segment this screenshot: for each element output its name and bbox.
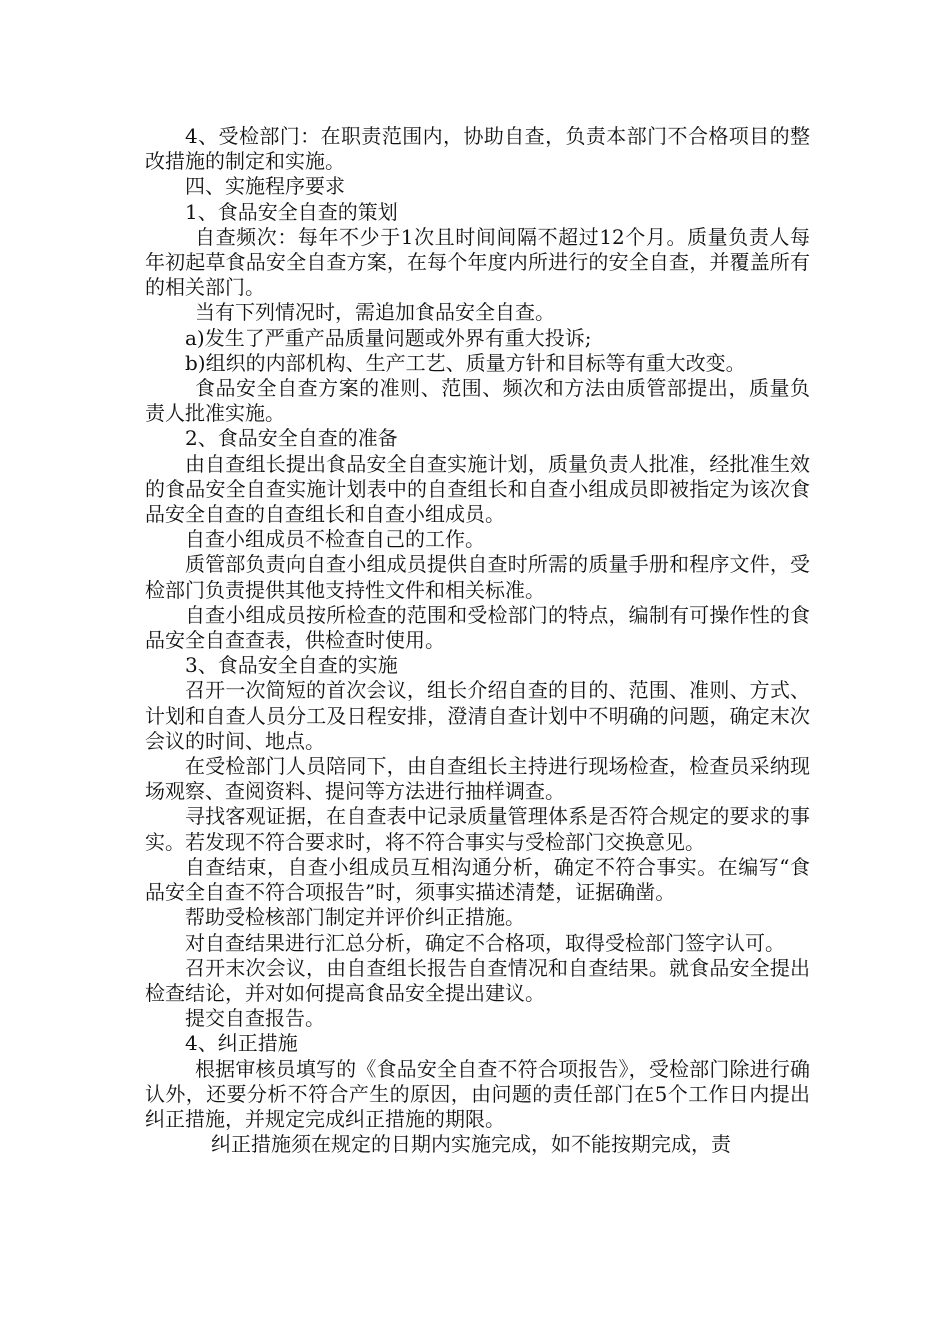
- paragraph-inspected-dept-duty: 4、受检部门：在职责范围内，协助自查，负责本部门不合格项目的整改措施的制定和实施。: [145, 124, 810, 174]
- paragraph-plan-criteria: 食品安全自查方案的准则、范围、频次和方法由质管部提出，质量负责人批准实施。: [145, 376, 810, 426]
- section-heading-implementation: 四、实施程序要求: [185, 174, 345, 199]
- paragraph-corrective-report: 根据审核员填写的《食品安全自查不符合项报告》，受检部门除进行确认外，还要分析不符合产生的原因，由问题的责任部门在5个工作日内提出纠正措施，并规定完成纠正措施的期限。: [145, 1056, 810, 1131]
- paragraph-summary-analysis: 对自查结果进行汇总分析，确定不合格项，取得受检部门签字认可。: [185, 930, 785, 955]
- paragraph-plan-approval: 由自查组长提出食品安全自查实施计划，质量负责人批准，经批准生效的食品安全自查实施计划表中的自查组长和自查小组成员即被指定为该次食品安全自查的自查组长和自查小组成员。: [145, 451, 810, 527]
- list-item-b: b)组织的内部机构、生产工艺、质量方针和目标等有重大改变。: [185, 350, 746, 375]
- paragraph-frequency: 自查频次：每年不少于1次且时间间隔不超过12个月。质量负责人每年初起草食品安全自查方案，在每个年度内所进行的安全自查，并覆盖所有的相关部门。: [145, 224, 810, 300]
- paragraph-final-meeting: 召开末次会议，由自查组长报告自查情况和自查结果。就食品安全提出检查结论，并对如何提高食品安全提出建议。: [145, 955, 810, 1005]
- paragraph-conclusion: 自查结束，自查小组成员互相沟通分析，确定不符合事实。在编写“食品安全自查不符合项报告”时，须事实描述清楚，证据确凿。: [145, 854, 810, 905]
- paragraph-evidence: 寻找客观证据，在自查表中记录质量管理体系是否符合规定的要求的事实。若发现不符合要求时，将不符合事实与受检部门交换意见。: [145, 804, 810, 854]
- paragraph-corrective-deadline: 纠正措施须在规定的日期内实施完成，如不能按期完成，责: [211, 1132, 731, 1157]
- subheading-corrective-actions: 4、纠正措施: [185, 1031, 298, 1056]
- paragraph-no-self-check: 自查小组成员不检查自己的工作。: [185, 527, 485, 552]
- paragraph-first-meeting: 召开一次简短的首次会议，组长介绍自查的目的、范围、准则、方式、计划和自查人员分工及日程安排，澄清自查计划中不明确的问题，确定末次会议的时间、地点。: [145, 678, 810, 753]
- paragraph-corrective-help: 帮助受检核部门制定并评价纠正措施。: [185, 905, 525, 930]
- paragraph-documents: 质管部负责向自查小组成员提供自查时所需的质量手册和程序文件，受检部门负责提供其他支持性文件和相关标准。: [145, 552, 810, 602]
- paragraph-onsite-check: 在受检部门人员陪同下，由自查组长主持进行现场检查，检查员采纳现场观察、查阅资料、提问等方法进行抽样调查。: [145, 754, 810, 804]
- document-body: [145, 124, 810, 1157]
- paragraph-checklist: 自查小组成员按所检查的范围和受检部门的特点，编制有可操作性的食品安全自查查表，供检查时使用。: [145, 602, 810, 653]
- subheading-preparation: 2、食品安全自查的准备: [185, 426, 398, 451]
- subheading-implementation: 3、食品安全自查的实施: [185, 653, 398, 678]
- subheading-planning: 1、食品安全自查的策划: [185, 199, 398, 224]
- paragraph-submit-report: 提交自查报告。: [185, 1006, 325, 1031]
- list-item-a: a)发生了严重产品质量问题或外界有重大投诉;: [185, 325, 592, 350]
- paragraph-additional-check: 当有下列情况时，需追加食品安全自查。: [195, 300, 555, 325]
